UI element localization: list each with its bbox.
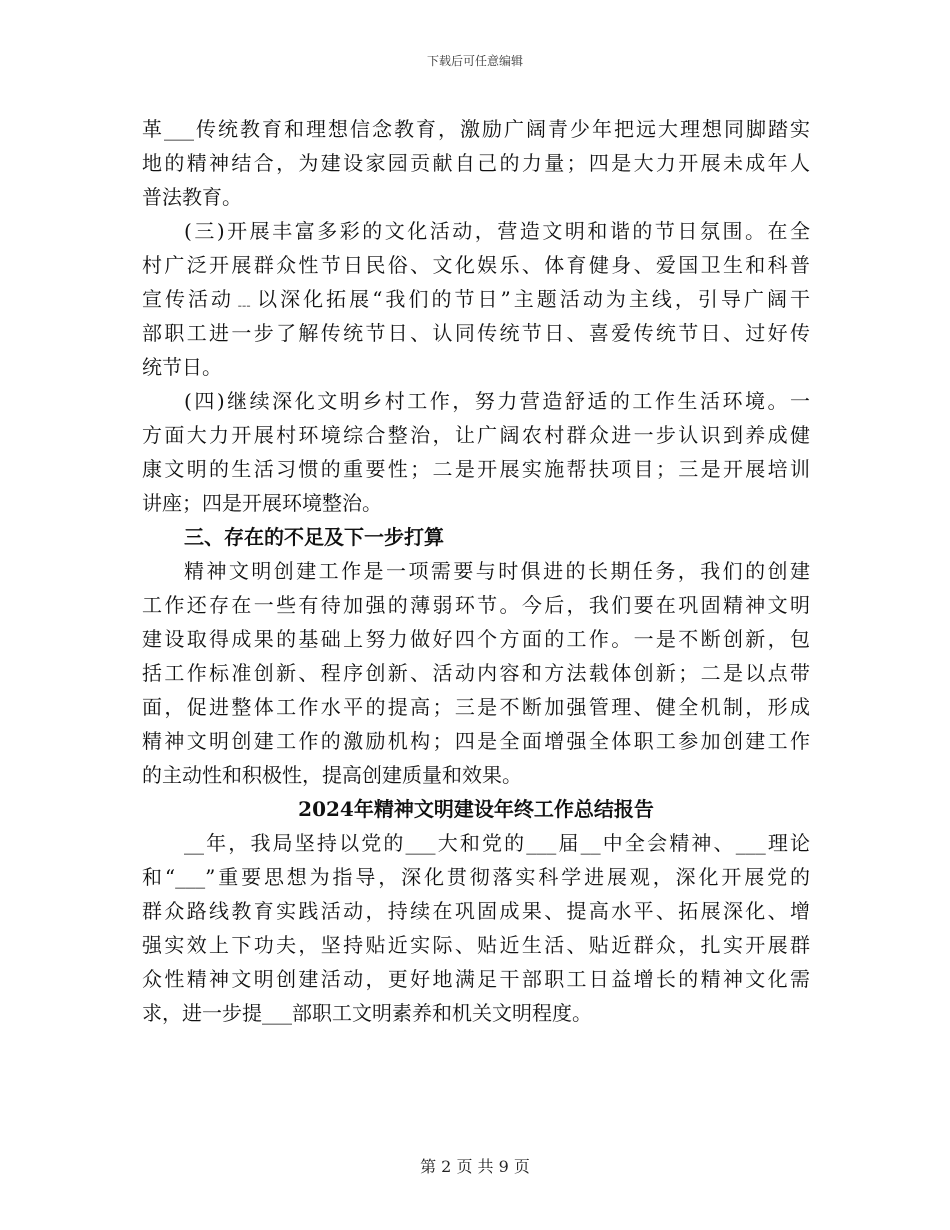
paragraph-start-line: __年，我局坚持以党的___大和党的___届__中全会精神、___理论 bbox=[184, 831, 810, 855]
text-line: 革___传统教育和理想信念教育，激励广阔青少年把远大理想同脚踏实 bbox=[142, 117, 810, 141]
text-line: 宣传活动﹍以深化拓展“我们的节日”主题活动为主线，引导广阔干 bbox=[142, 287, 810, 311]
paragraph-start-line: (三)开展丰富多彩的文化活动，营造文明和谐的节日氛围。在全 bbox=[184, 219, 810, 243]
section-heading: 三、存在的不足及下一步打算 bbox=[184, 525, 444, 549]
text-line: 精神文明创建工作的激励机构；四是全面增强全体职工参加创建工作 bbox=[142, 729, 810, 753]
text-line: 工作还存在一些有待加强的薄弱环节。今后，我们要在巩固精神文明 bbox=[142, 593, 810, 617]
document-body bbox=[142, 112, 810, 1030]
paragraph-start-line: 精神文明创建工作是一项需要与时俱进的长期任务，我们的创建 bbox=[184, 559, 810, 583]
text-line: 面，促进整体工作水平的提高；三是不断加强管理、健全机制，形成 bbox=[142, 695, 810, 719]
text-line: 康文明的生活习惯的重要性；二是开展实施帮扶项目；三是开展培训 bbox=[142, 457, 810, 481]
text-line: 建设取得成果的基础上努力做好四个方面的工作。一是不断创新，包 bbox=[142, 627, 810, 651]
text-line: 强实效上下功夫，坚持贴近实际、贴近生活、贴近群众，扎实开展群 bbox=[142, 933, 810, 957]
text-line: 括工作标准创新、程序创新、活动内容和方法载体创新；二是以点带 bbox=[142, 661, 810, 685]
text-line: 普法教育。 bbox=[142, 185, 242, 209]
text-line: 讲座；四是开展环境整治。 bbox=[142, 491, 382, 515]
page-header: 下载后可任意编辑 bbox=[426, 54, 523, 68]
text-line: 地的精神结合，为建设家园贡献自己的力量；四是大力开展未成年人 bbox=[142, 151, 810, 175]
text-line: 和“___”重要思想为指导，深化贯彻落实科学进展观，深化开展党的 bbox=[142, 865, 810, 889]
text-line: 求，进一步提___部职工文明素养和机关文明程度。 bbox=[142, 1001, 592, 1025]
text-line: 村广泛开展群众性节日民俗、文化娱乐、体育健身、爱国卫生和科普 bbox=[142, 253, 810, 277]
paragraph-start-line: (四)继续深化文明乡村工作，努力营造舒适的工作生活环境。一 bbox=[184, 389, 810, 413]
page-footer: 第 2 页 共 9 页 bbox=[420, 1157, 530, 1176]
text-line: 群众路线教育实践活动，持续在巩固成果、提高水平、拓展深化、增 bbox=[142, 899, 810, 923]
text-line: 部职工进一步了解传统节日、认同传统节日、喜爱传统节日、过好传 bbox=[142, 321, 810, 345]
text-line: 的主动性和积极性，提高创建质量和效果。 bbox=[142, 763, 522, 787]
text-line: 统节日。 bbox=[142, 355, 222, 379]
text-line: 众性精神文明创建活动，更好地满足干部职工日益增长的精神文化需 bbox=[142, 967, 810, 991]
report-title: 2024年精神文明建设年终工作总结报告 bbox=[298, 797, 654, 821]
text-line: 方面大力开展村环境综合整治，让广阔农村群众进一步认识到养成健 bbox=[142, 423, 810, 447]
